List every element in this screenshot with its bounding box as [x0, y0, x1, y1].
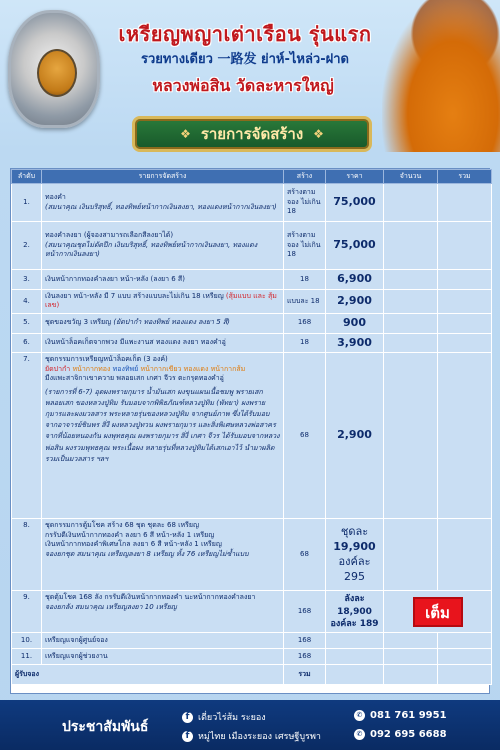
booking-label: ผู้รับจอง	[12, 664, 284, 684]
ornament-right-icon: ❖	[313, 127, 324, 141]
build-count: 68	[284, 519, 326, 591]
table-row	[12, 519, 492, 591]
pr-label: ประชาสัมพันธ์	[62, 719, 149, 735]
column-header: จำนวน	[384, 170, 438, 184]
price-top: ลังละ 18,900	[337, 594, 372, 617]
item-description	[42, 222, 284, 270]
quantity-cell[interactable]	[384, 289, 438, 313]
item-description	[42, 353, 284, 519]
row-number: 8.	[12, 519, 42, 591]
item-note: (ยัดปากำ ทองทิพย์ ทองแดง ลงยา 5 สี)	[113, 318, 230, 327]
item-description	[42, 289, 284, 313]
item-title: ชุดตุ้มโชค 168 ลัง กรรับดีเงินหน้ากากทองคำ นะหน้ากากทองคำลงยา	[45, 593, 256, 602]
item-price: 75,000	[326, 222, 384, 270]
table-header-row	[12, 170, 492, 184]
item-title: เงินหน้ากากทองคำลงยา หน้า-หลัง (ลงยา 6 สี)	[42, 270, 284, 290]
item-price	[326, 519, 384, 591]
price-bottom: องค์ละ 189	[330, 618, 379, 629]
banner-title: รายการจัดสร้าง	[200, 125, 304, 143]
page-subtitle: รวยทางเดียว 一路发 ย่าห์-ไหล่ว-ฝาด	[141, 52, 349, 67]
quantity-cell[interactable]	[384, 632, 438, 648]
order-table	[10, 168, 490, 694]
quantity-cell[interactable]	[384, 333, 438, 353]
total-label: รวม	[284, 664, 326, 684]
price-cell	[326, 632, 384, 648]
item-price: 2,900	[326, 353, 384, 519]
quantity-cell[interactable]	[384, 353, 438, 519]
footer	[0, 700, 500, 750]
grand-total-cell	[438, 664, 492, 684]
item-description	[42, 184, 284, 222]
price-cell	[326, 648, 384, 664]
table-row	[12, 648, 492, 664]
page-title: เหรียญพญาเต่าเรือน รุ่นแรก	[118, 22, 372, 46]
turtle-medal-image	[8, 10, 100, 128]
item-price: 2,900	[326, 289, 384, 313]
item-paragraph: (รายการที่ 6-7) อุดผงพรายกุมาร น้ำมันเสก ผงขุนแผนเนื้อชมพู พรายเสก พลอยเสก ของหลวงปู่ทิม รับมอบจากพิพิธภัณฑ์หลวงปู่ทิม (พัทยา) ผงพรายกุมารและผงมวลสาร พระหลายรุ่นของหลวงปู่ทิม จากศูนย์ภาพ ซึ่งได้รับมอบจากอาจารย์ชินพร สิ่งี ผงหลวงปู่ทวน ผงพรายกุมาร และสิ่งพิเศษหลวงพ่อสาคร จากที่น้อยหนองกัน ผงพุทธคุณ ผงพรายกุมาร สิ่งี่ เกศา จีวร ได้รับมอบจากหลวงพ่อสิน ผงรวมพุทธคุณ พระเนื้อผง หลายรุ่นที่หลวงปู่ทิมได้เสกเอาไว้ นำมาผลิตรวมเป็นมวลสาร ฯลฯ	[45, 387, 280, 463]
table-row	[12, 222, 492, 270]
table-row	[12, 353, 492, 519]
row-number: 5.	[12, 313, 42, 333]
table-row	[12, 333, 492, 353]
table-row	[12, 184, 492, 222]
total-cell	[438, 333, 492, 353]
quantity-cell[interactable]	[384, 648, 438, 664]
facebook-link-1[interactable]	[182, 710, 266, 724]
item-line: กรรับดีเงินหน้ากากทองคำ ลงยา 6 สี หน้า-หลัง 1 เหรียญ	[45, 530, 215, 539]
item-title: เงินลงยา หน้า-หลัง มี 7 แบบ สร้างแบบละไม่เกิน 18 เหรียญ	[45, 291, 224, 300]
item-materials: มีงแพะสาจิกาเขาควาย พลอยเสก เกศา จีวร ตะกรุดทองคำอู่	[45, 374, 224, 383]
item-note: (สุ้มแบบ และ สุ้มเลข)	[45, 291, 277, 310]
item-description	[42, 519, 284, 591]
total-cell	[438, 222, 492, 270]
table-row	[12, 270, 492, 290]
quantity-cell[interactable]	[384, 313, 438, 333]
soldout-badge: เต็ม	[413, 597, 463, 627]
table-row	[12, 632, 492, 648]
booking-row	[12, 664, 492, 684]
variant-label: หน้ากากส้ม	[210, 364, 246, 373]
price-main: 19,900	[333, 540, 376, 554]
row-number: 11.	[12, 648, 42, 664]
variant-label: หน้ากากทอง	[72, 364, 111, 373]
phone-icon: ✆	[354, 710, 365, 721]
item-title: เหรียญแจกผู้ช่วยงาน	[42, 648, 284, 664]
table-row	[12, 289, 492, 313]
column-header: ลำดับ	[12, 170, 42, 184]
build-count: 18	[284, 333, 326, 353]
build-count: 168	[284, 591, 326, 632]
quantity-cell[interactable]	[384, 184, 438, 222]
row-number: 3.	[12, 270, 42, 290]
build-count: 168	[284, 313, 326, 333]
table-row	[12, 591, 492, 632]
row-number: 10.	[12, 632, 42, 648]
build-count: 18	[284, 270, 326, 290]
row-number: 9.	[12, 591, 42, 632]
item-description	[42, 313, 284, 333]
total-cell	[438, 519, 492, 591]
total-cell	[438, 648, 492, 664]
total-cell	[438, 353, 492, 519]
phone-number: 092 695 6688	[370, 729, 447, 740]
total-cell	[438, 313, 492, 333]
total-cell	[438, 289, 492, 313]
quantity-cell[interactable]	[384, 270, 438, 290]
table-row	[12, 313, 492, 333]
facebook-name: เดี่ยวไร่ส้ม ระยอง	[198, 713, 266, 723]
item-title: ชุดของขวัญ 3 เหรียญ	[45, 318, 112, 327]
ornament-left-icon: ❖	[180, 127, 191, 141]
build-count: 68	[284, 353, 326, 519]
item-bonus: (สมนาคุณ เงินบริสุทธิ์, ทองทิพย์หน้ากากเงินลงยา, ทองแดงหน้ากากเงินลงยา)	[45, 202, 277, 211]
item-price: 6,900	[326, 270, 384, 290]
row-number: 2.	[12, 222, 42, 270]
column-header: รายการจัดสร้าง	[42, 170, 284, 184]
variant-label: ทองทิพย์	[112, 364, 139, 373]
price-top: ชุดละ	[340, 525, 369, 539]
item-bonus: (สมนาคุณชุดไม่ตัดปีก เงินบริสุทธิ์, ทองทิพย์หน้ากากเงินลงยา, ทองแดง หน้ากากเงินลงยา)	[45, 240, 258, 259]
item-price: 75,000	[326, 184, 384, 222]
variant-label: หน้ากากเขียว	[140, 364, 182, 373]
item-bonus: จองยกชุด สมนาคุณ เหรียญลงยา 8 เหรียญ ทั้ง 76 เหรียญไม่ซ้ำแบบ	[45, 549, 249, 558]
row-number: 6.	[12, 333, 42, 353]
total-quantity-cell	[384, 664, 438, 684]
phone-number: 081 761 9951	[370, 710, 447, 721]
variant-label: ทองแดง	[183, 364, 209, 373]
price-bottom: องค์ละ 295	[338, 554, 371, 583]
item-title: เหรียญแจกผู้ศูนย์จอง	[42, 632, 284, 648]
total-cell	[438, 184, 492, 222]
phone-icon: ✆	[354, 729, 365, 740]
item-title: ชุดกรรมการตู้มโชค สร้าง 68 ชุด ชุดละ 68 เหรียญ	[45, 521, 199, 530]
soldout-cell	[384, 591, 492, 632]
item-bonus: จองยกลัง สมนาคุณ เหรียญลงยา 10 เหรียญ	[45, 602, 177, 611]
header	[0, 0, 500, 160]
section-banner	[132, 116, 372, 152]
facebook-icon: f	[182, 731, 193, 742]
build-count: สร้างตามจอง ไม่เกิน 18	[284, 184, 326, 222]
row-number: 7.	[12, 353, 42, 519]
item-title: ทองคำลงยา (ผู้จองสามารถเลือกสีลงยาได้)	[45, 231, 174, 240]
build-count: สร้างตามจอง ไม่เกิน 18	[284, 222, 326, 270]
item-line: เงินหน้ากากทองคำพิเศษโกล ลงยา 6 สี หน้า-หลัง 1 เหรียญ	[45, 540, 222, 549]
facebook-link-2[interactable]	[182, 729, 321, 743]
row-number: 1.	[12, 184, 42, 222]
item-title: เงินหน้าล็อคเก็ตจากพวง มีแพะงานส ทองแดง ลงยา ทองคำอู่	[42, 333, 284, 353]
item-description	[42, 591, 284, 632]
monk-portrait-image	[382, 0, 500, 152]
item-variants	[45, 365, 280, 374]
phone-link-1[interactable]	[354, 710, 447, 721]
phone-link-2[interactable]	[354, 729, 447, 740]
total-cell	[438, 632, 492, 648]
quantity-cell[interactable]	[384, 222, 438, 270]
facebook-icon: f	[182, 712, 193, 723]
monk-medallion-icon	[37, 49, 77, 97]
column-header: ราคา	[326, 170, 384, 184]
item-title: ทองคำ	[45, 193, 66, 202]
variant-label: ยัดปากำ	[45, 364, 71, 373]
row-number: 4.	[12, 289, 42, 313]
item-title: ชุดกรรมการเหรียญหน้าล็อคเก็ต (3 องค์)	[45, 355, 168, 364]
total-cell	[438, 270, 492, 290]
build-count: 168	[284, 648, 326, 664]
facebook-name: หมู่ไทย เมืองระยอง เศรษฐีบูรพา	[198, 732, 321, 742]
item-price: 900	[326, 313, 384, 333]
monk-name: หลวงพ่อสิน วัดละหารใหญ่	[152, 76, 334, 95]
column-header: สร้าง	[284, 170, 326, 184]
total-price-cell	[326, 664, 384, 684]
column-header: รวม	[438, 170, 492, 184]
quantity-cell[interactable]	[384, 519, 438, 591]
item-price: 3,900	[326, 333, 384, 353]
build-count: 168	[284, 632, 326, 648]
build-count: แบบละ 18	[284, 289, 326, 313]
item-price	[326, 591, 384, 632]
